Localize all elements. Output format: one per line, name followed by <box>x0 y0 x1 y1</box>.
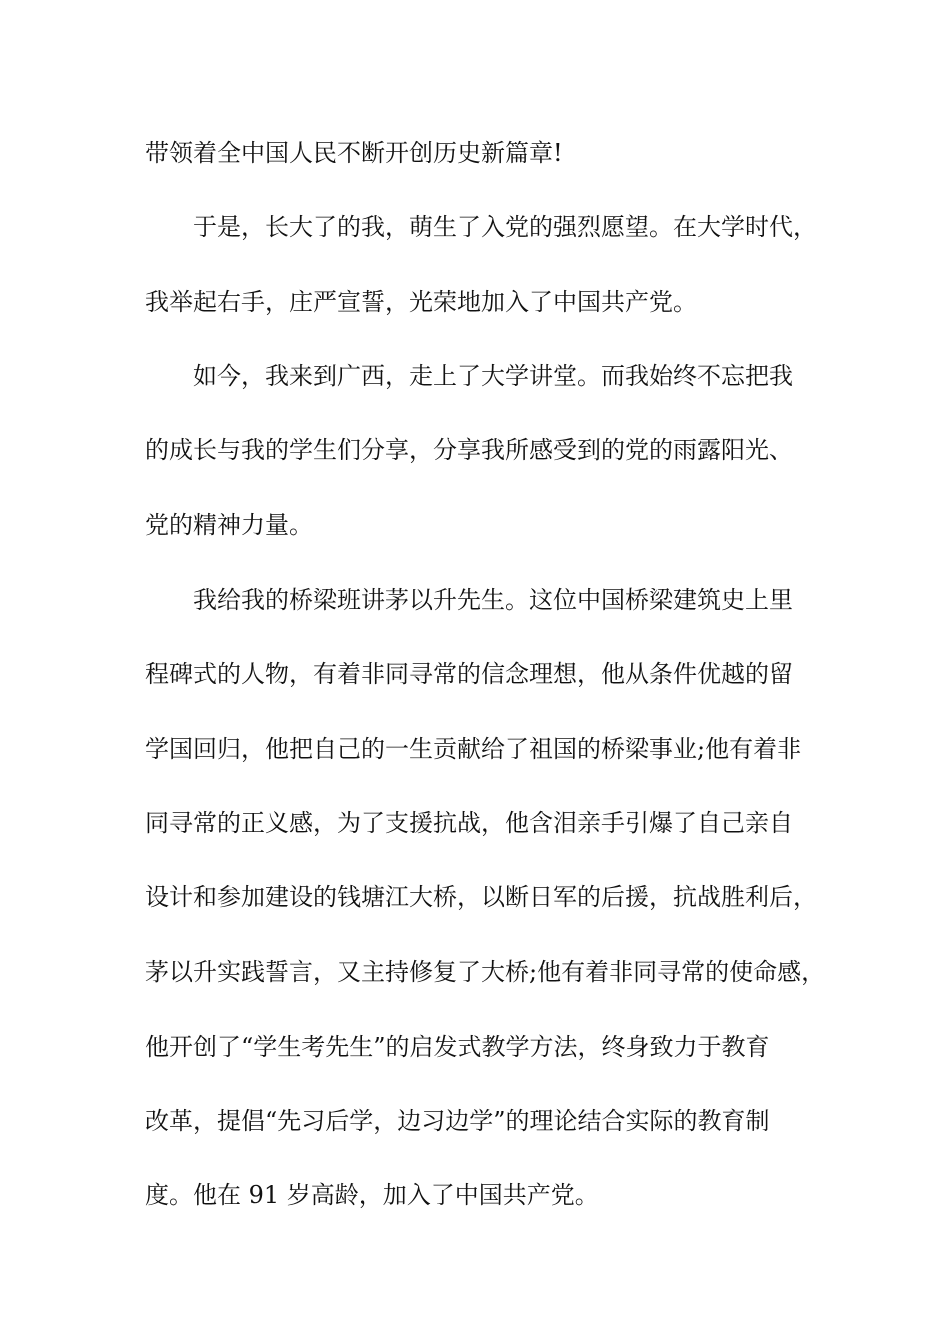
text-line: 的成长与我的学生们分享，分享我所感受到的党的雨露阳光、 <box>145 436 793 464</box>
text-line: 带领着全中国人民不断开创历史新篇章! <box>145 139 563 167</box>
text-line: 改革，提倡“先习后学，边习边学”的理论结合实际的教育制 <box>145 1107 770 1135</box>
text-line: 同寻常的正义感，为了支援抗战，他含泪亲手引爆了自己亲自 <box>145 809 793 837</box>
text-line: 程碑式的人物，有着非同寻常的信念理想，他从条件优越的留 <box>145 660 793 688</box>
text-line: 度。他在 91 岁高龄，加入了中国共产党。 <box>145 1181 599 1209</box>
paragraph-first-line: 于是，长大了的我，萌生了入党的强烈愿望。在大学时代， <box>193 213 817 241</box>
text-line: 党的精神力量。 <box>145 511 313 539</box>
paragraph-first-line: 我给我的桥梁班讲茅以升先生。这位中国桥梁建筑史上里 <box>193 586 793 614</box>
text-line: 学国回归，他把自己的一生贡献给了祖国的桥梁事业;他有着非 <box>145 735 802 763</box>
text-line: 茅以升实践誓言，又主持修复了大桥;他有着非同寻常的使命感， <box>145 958 826 986</box>
text-line: 设计和参加建设的钱塘江大桥，以断日军的后援，抗战胜利后， <box>145 883 817 911</box>
text-line: 我举起右手，庄严宣誓，光荣地加入了中国共产党。 <box>145 288 697 316</box>
paragraph-first-line: 如今，我来到广西，走上了大学讲堂。而我始终不忘把我 <box>193 362 793 390</box>
text-line: 他开创了“学生考先生”的启发式教学方法，终身致力于教育 <box>145 1033 770 1061</box>
